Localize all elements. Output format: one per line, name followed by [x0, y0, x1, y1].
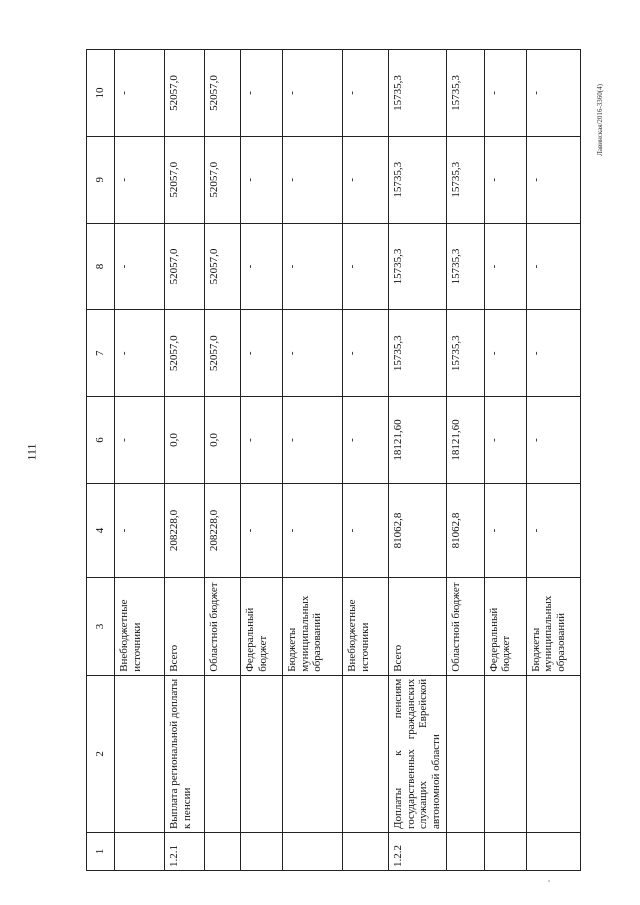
- value-cell: 15735,3: [389, 310, 447, 397]
- value-cell: 208228,0: [205, 483, 241, 577]
- value-cell: -: [283, 136, 343, 223]
- row-source: Внебюджетные источники: [343, 578, 389, 676]
- value-cell: -: [484, 136, 526, 223]
- value-cell: 15735,3: [446, 310, 484, 397]
- table-row: [165, 50, 205, 871]
- value-cell: 15735,3: [389, 136, 447, 223]
- row-name: [526, 675, 580, 832]
- header-cell: 9: [87, 136, 115, 223]
- value-cell: -: [526, 223, 580, 310]
- row-code: 1.2.2: [389, 833, 447, 871]
- value-cell: 18121,60: [389, 397, 447, 484]
- header-cell: 2: [87, 675, 115, 832]
- table-row: [205, 50, 241, 871]
- row-source: Областной бюджет: [205, 578, 241, 676]
- row-code: [241, 833, 283, 871]
- value-cell: 208228,0: [165, 483, 205, 577]
- value-cell: 52057,0: [205, 136, 241, 223]
- row-name: [205, 675, 241, 832]
- row-code: [115, 833, 165, 871]
- row-source: Бюджеты муниципальных образований: [283, 578, 343, 676]
- value-cell: -: [115, 136, 165, 223]
- value-cell: 52057,0: [205, 50, 241, 137]
- value-cell: 81062,8: [389, 483, 447, 577]
- value-cell: -: [115, 223, 165, 310]
- value-cell: -: [343, 50, 389, 137]
- value-cell: -: [283, 483, 343, 577]
- value-cell: 18121,60: [446, 397, 484, 484]
- row-source: Всего: [165, 578, 205, 676]
- table-row: [389, 50, 447, 871]
- budget-table: [86, 49, 581, 871]
- value-cell: -: [343, 397, 389, 484]
- header-cell: 8: [87, 223, 115, 310]
- value-cell: -: [343, 483, 389, 577]
- value-cell: -: [484, 397, 526, 484]
- table-row: [343, 50, 389, 871]
- header-cell: 7: [87, 310, 115, 397]
- value-cell: -: [283, 397, 343, 484]
- scan-speck: [548, 880, 550, 882]
- value-cell: -: [484, 310, 526, 397]
- row-source: Внебюджетные источники: [115, 578, 165, 676]
- value-cell: -: [241, 223, 283, 310]
- row-source: Областной бюджет: [446, 578, 484, 676]
- header-cell: 10: [87, 50, 115, 137]
- page-number: 111: [24, 443, 39, 461]
- row-code: [205, 833, 241, 871]
- table-row: [241, 50, 283, 871]
- value-cell: -: [115, 397, 165, 484]
- value-cell: -: [343, 223, 389, 310]
- header-row: [87, 50, 115, 871]
- value-cell: -: [526, 483, 580, 577]
- document-watermark: Лавинская/2016-3360(4): [596, 84, 604, 156]
- row-code: [446, 833, 484, 871]
- value-cell: -: [526, 397, 580, 484]
- value-cell: -: [484, 223, 526, 310]
- value-cell: 15735,3: [446, 50, 484, 137]
- value-cell: -: [115, 483, 165, 577]
- row-source: Бюджеты муниципальных образований: [526, 578, 580, 676]
- value-cell: -: [283, 50, 343, 137]
- value-cell: 81062,8: [446, 483, 484, 577]
- header-cell: 3: [87, 578, 115, 676]
- row-name: [484, 675, 526, 832]
- value-cell: 52057,0: [165, 50, 205, 137]
- header-cell: 6: [87, 397, 115, 484]
- value-cell: -: [526, 310, 580, 397]
- row-source: Федеральный бюджет: [241, 578, 283, 676]
- value-cell: -: [343, 310, 389, 397]
- value-cell: -: [526, 50, 580, 137]
- budget-table-container: [86, 49, 567, 871]
- header-cell: 4: [87, 483, 115, 577]
- value-cell: -: [526, 136, 580, 223]
- row-source: Федеральный бюджет: [484, 578, 526, 676]
- table-row: [115, 50, 165, 871]
- row-name: [446, 675, 484, 832]
- value-cell: 15735,3: [389, 50, 447, 137]
- value-cell: 52057,0: [165, 223, 205, 310]
- table-row: [283, 50, 343, 871]
- value-cell: -: [115, 310, 165, 397]
- value-cell: -: [241, 310, 283, 397]
- value-cell: -: [241, 397, 283, 484]
- row-code: [283, 833, 343, 871]
- value-cell: -: [283, 310, 343, 397]
- row-code: 1.2.1: [165, 833, 205, 871]
- value-cell: 0,0: [205, 397, 241, 484]
- value-cell: 52057,0: [165, 310, 205, 397]
- value-cell: -: [241, 483, 283, 577]
- row-name: [241, 675, 283, 832]
- table-row: [526, 50, 580, 871]
- value-cell: -: [484, 50, 526, 137]
- table-row: [484, 50, 526, 871]
- value-cell: 15735,3: [446, 136, 484, 223]
- row-code: [526, 833, 580, 871]
- value-cell: -: [241, 136, 283, 223]
- row-source: Всего: [389, 578, 447, 676]
- value-cell: 52057,0: [165, 136, 205, 223]
- row-code: [343, 833, 389, 871]
- value-cell: -: [343, 136, 389, 223]
- value-cell: 0,0: [165, 397, 205, 484]
- header-cell: 1: [87, 833, 115, 871]
- row-name: Доплаты к пенсиям государственных гражданских служащих Еврейской автономной области: [389, 675, 447, 832]
- row-name: Выплата региональной доплаты к пенсии: [165, 675, 205, 832]
- row-name: [283, 675, 343, 832]
- value-cell: -: [484, 483, 526, 577]
- value-cell: -: [241, 50, 283, 137]
- value-cell: -: [115, 50, 165, 137]
- table-row: [446, 50, 484, 871]
- value-cell: 52057,0: [205, 310, 241, 397]
- row-name: [115, 675, 165, 832]
- value-cell: 15735,3: [446, 223, 484, 310]
- value-cell: 52057,0: [205, 223, 241, 310]
- row-name: [343, 675, 389, 832]
- value-cell: 15735,3: [389, 223, 447, 310]
- value-cell: -: [283, 223, 343, 310]
- row-code: [484, 833, 526, 871]
